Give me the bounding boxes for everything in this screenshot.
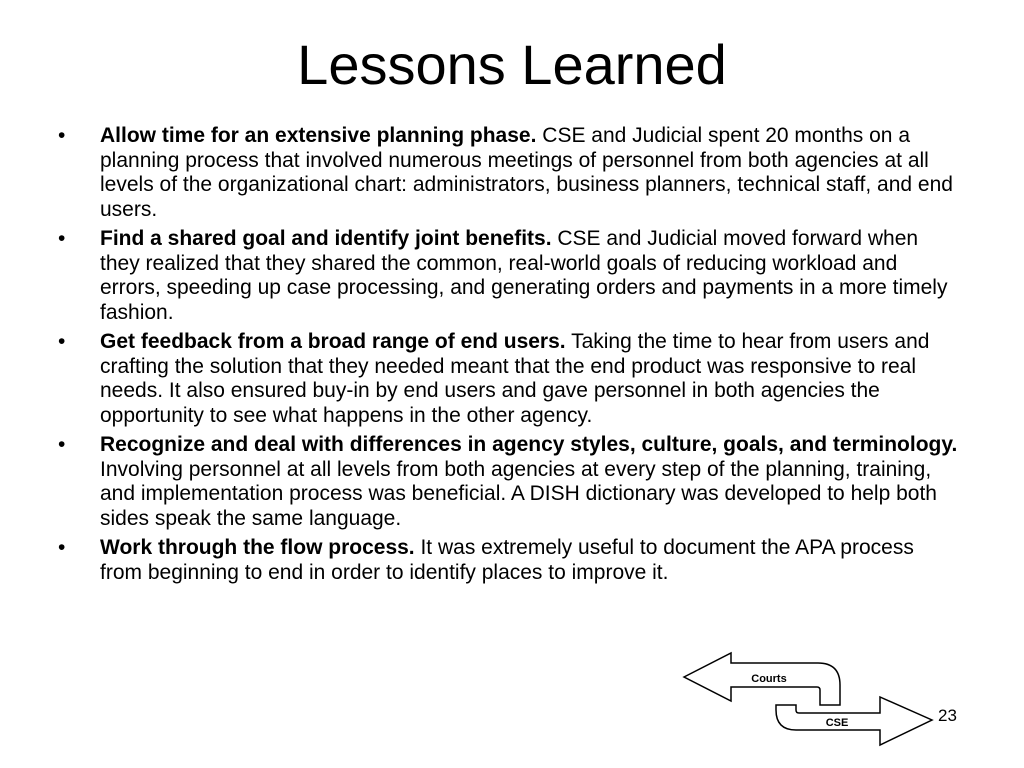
bullet-body: CSE and Judicial moved forward when they realized that they shared the common, real-world goals of reducing workload and errors, speeding up case processing, and generating orders and payments in a more timely fashion. bbox=[100, 227, 948, 324]
bullet-icon: • bbox=[58, 124, 66, 147]
list-item bbox=[58, 330, 958, 428]
flow-arrow-graphic bbox=[680, 650, 940, 750]
bullet-body: It was extremely useful to document the APA process from beginning to end in order to identify places to improve it. bbox=[100, 536, 914, 584]
bullet-heading: Get feedback from a broad range of end users. bbox=[100, 330, 566, 353]
bullet-icon: • bbox=[58, 227, 66, 250]
cse-label: CSE bbox=[825, 717, 849, 729]
bullet-icon: • bbox=[58, 536, 66, 559]
bullet-body: CSE and Judicial spent 20 months on a planning process that involved numerous meetings of personnel from both agencies at all levels of the organizational chart: administrators, business planners, technical staff, and end users. bbox=[100, 124, 953, 221]
list-item bbox=[58, 536, 958, 585]
bullet-heading: Work through the flow process. bbox=[100, 536, 415, 559]
bullet-body: Involving personnel at all levels from both agencies at every step of the planning, training, and implementation process was beneficial. A DISH dictionary was developed to help both sides speak the same language. bbox=[100, 457, 937, 530]
bullet-heading: Find a shared goal and identify joint benefits. bbox=[100, 227, 552, 250]
list-item bbox=[58, 124, 958, 222]
courts-label: Courts bbox=[751, 673, 787, 685]
list-item bbox=[58, 433, 958, 531]
bullet-icon: • bbox=[58, 433, 66, 456]
bullet-heading: Recognize and deal with differences in agency styles, culture, goals, and terminology. bbox=[100, 433, 958, 456]
bullet-body: Taking the time to hear from users and crafting the solution that they needed meant that the end product was responsive to real needs. It also ensured buy-in by end users and gave personnel in both agencies the opportunity to see what happens in the other agency. bbox=[100, 330, 930, 427]
page-number: 23 bbox=[938, 706, 957, 725]
slide-title: Lessons Learned bbox=[297, 33, 727, 96]
bullet-heading: Allow time for an extensive planning phase. bbox=[100, 124, 537, 147]
bullet-icon: • bbox=[58, 330, 66, 353]
cse-arrow-shape bbox=[776, 697, 932, 745]
list-item bbox=[58, 227, 958, 325]
bullet-list bbox=[58, 124, 958, 590]
